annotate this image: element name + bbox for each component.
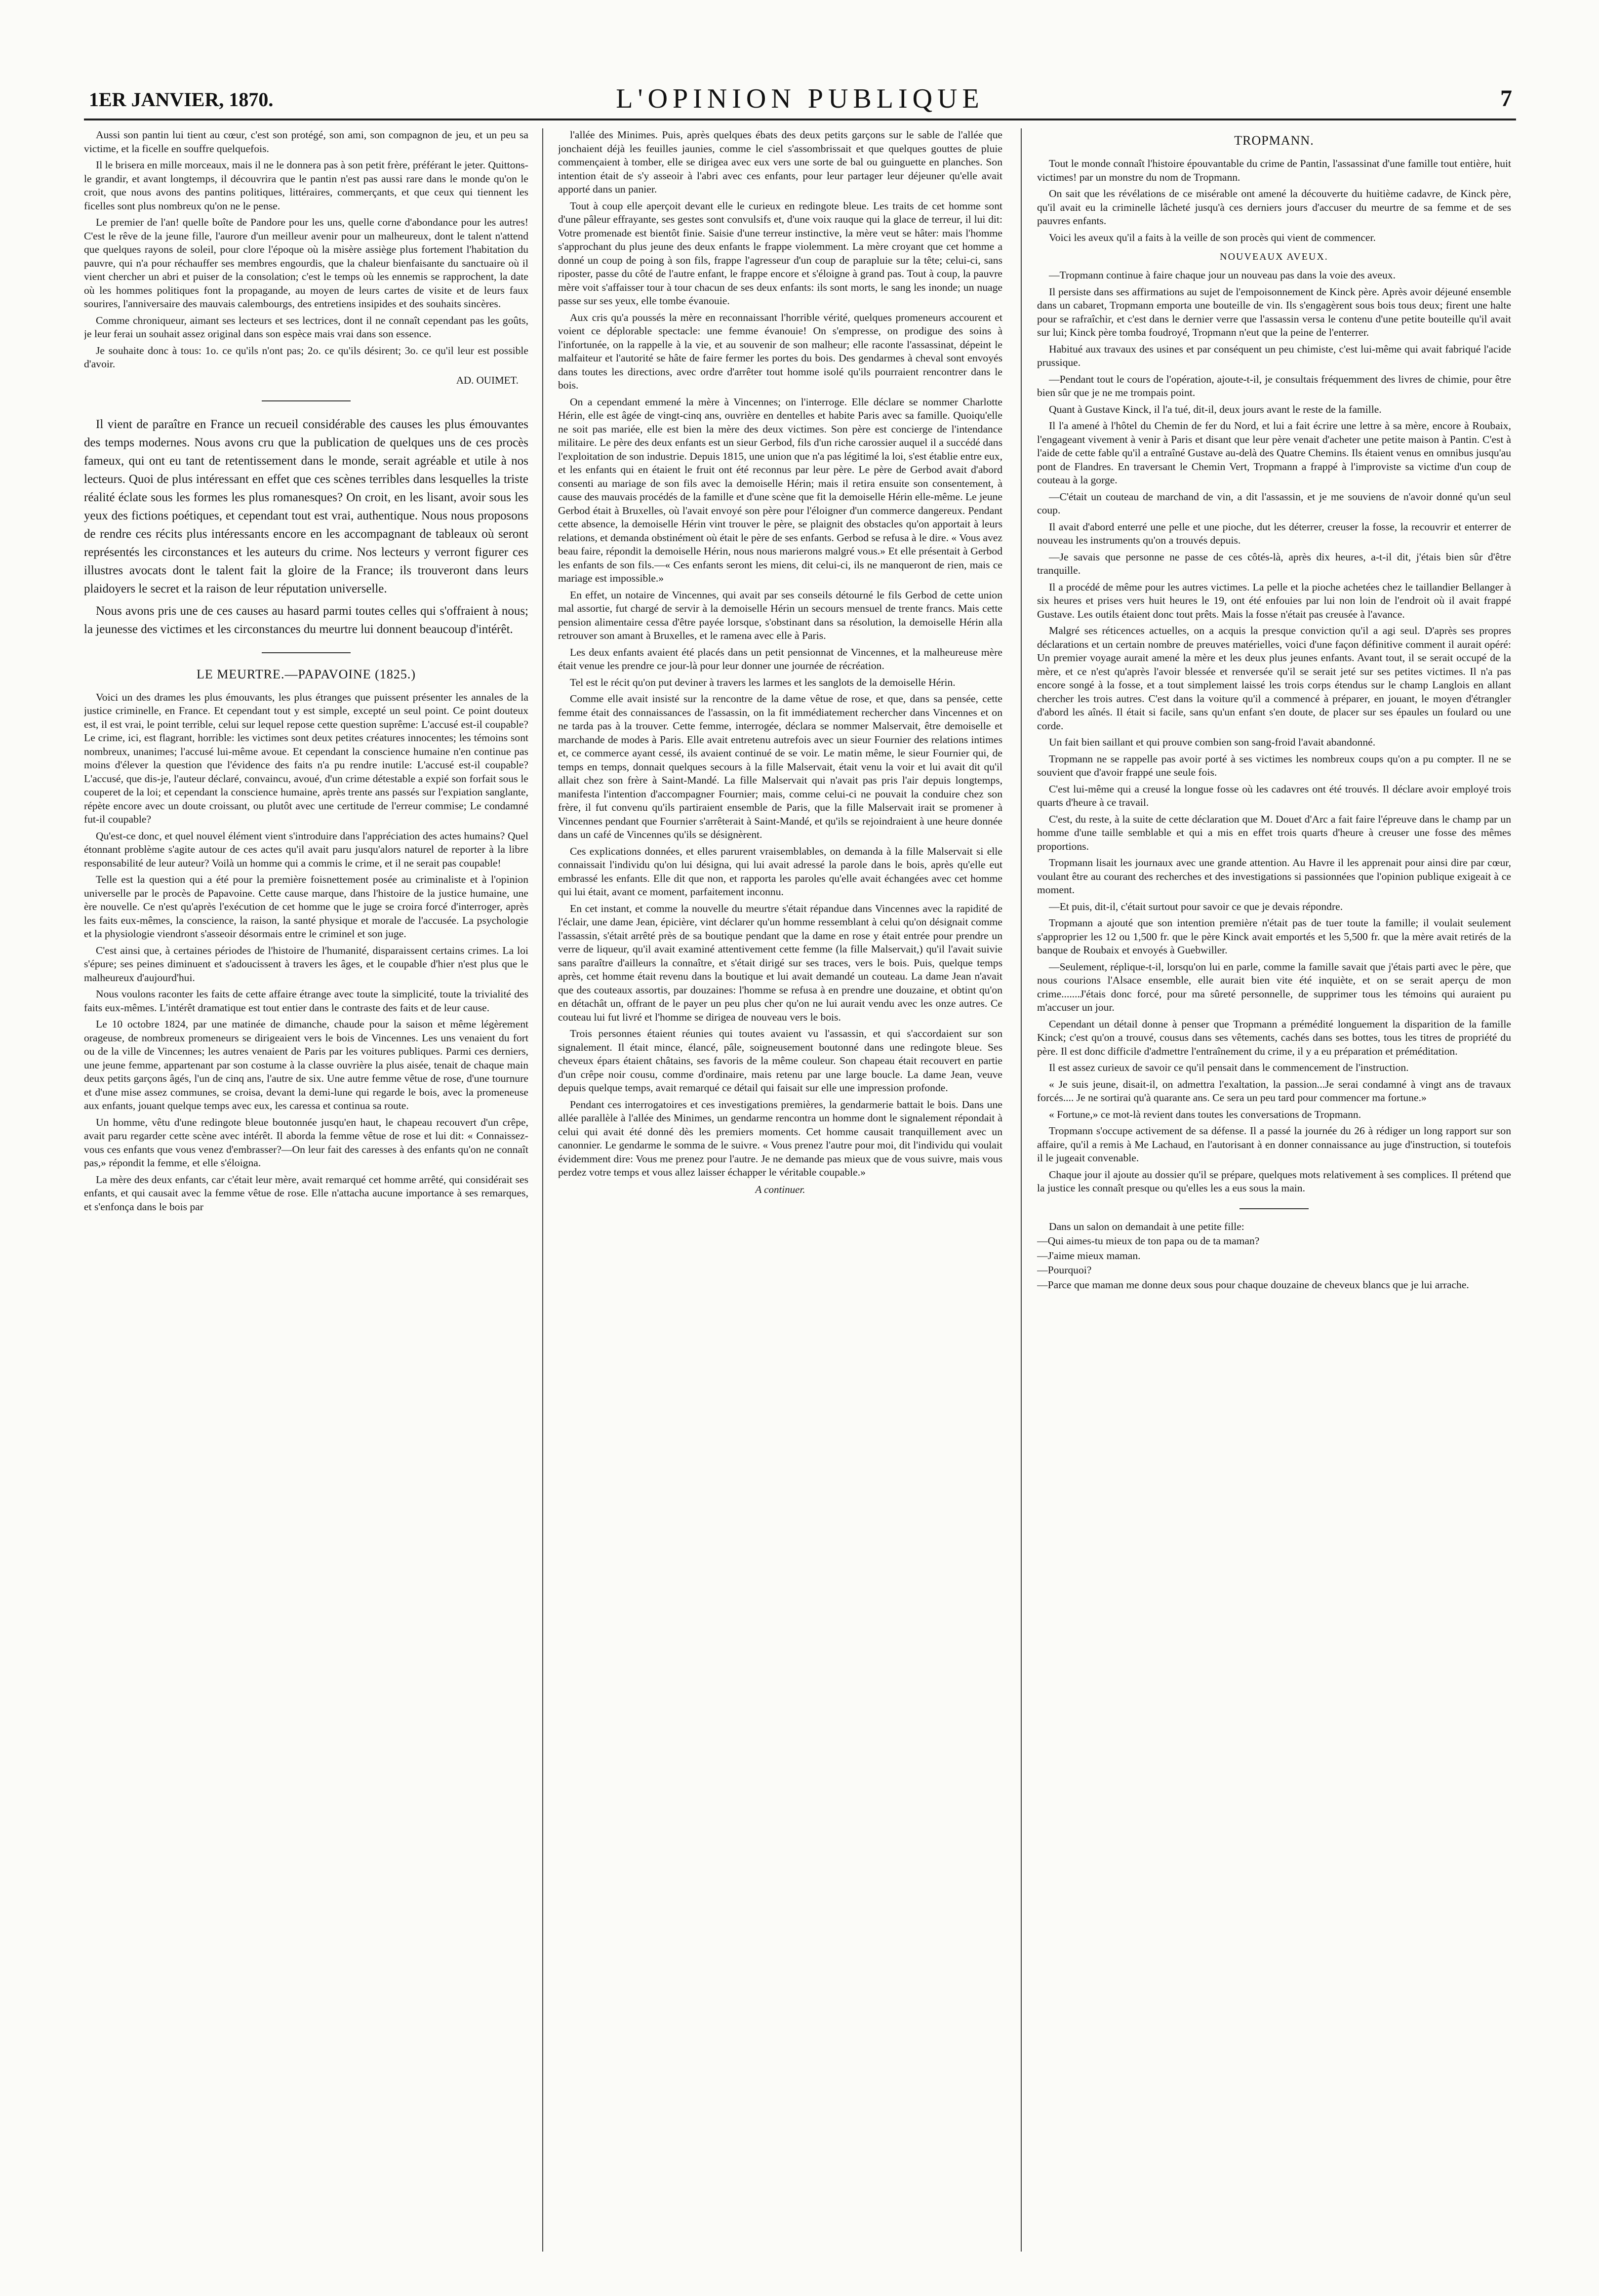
chronique-paragraph: Le premier de l'an! quelle boîte de Pandore pour les uns, quelle corne d'abondance pour les autres! C'est le rêve de la jeune fille, l'aurore d'un meilleur avenir pour un malheureux, dont le talent n'attend que quelques rayons de soleil, pour clore l'époque où la misère assiège plus fortement l'habitation du pauvre, qui n'a pour réchauffer ses membres engourdis, que la chaleur bienfaisante du sanctuaire où il vient chercher un abri et puiser de la consolation; c'est le temps où les ennemis se rapprochent, la date où les hommes politiques font la propagande, au moyen de leurs cartes de visite et de leurs faux sourires, l'anniversaire des mauvais calembourgs, des entretiens insipides et des souhaits sincères. bbox=[84, 216, 528, 310]
chronique-section bbox=[84, 128, 528, 387]
meurtre-paragraph: En effet, un notaire de Vincennes, qui avait par ses conseils détourné le fils Gerbod de cette union mal assortie, fut chargé de servir à la demoiselle Hérin un secours mensuel de trente francs. Mais cette pension alimentaire cessa d'être payée lorsque, s'obstinant dans sa résolution, la demoiselle Hérin alla retrouver son amant à Bruxelles, et le ramena avec elle à Paris. bbox=[558, 589, 1002, 641]
dialogue-line: —Pourquoi? bbox=[1037, 1264, 1092, 1276]
dialogue-line: —Parce que maman me donne deux sous pour chaque douzaine de cheveux blancs que je lui arrache. bbox=[1037, 1278, 1469, 1291]
meurtre-paragraph: Les deux enfants avaient été placés dans un petit pensionnat de Vincennes, et la malheureuse mère était venue les prendre ce jour-là pour leur donner une journée de récréation. bbox=[558, 646, 1002, 672]
aveux-paragraph: Il est assez curieux de savoir ce qu'il pensait dans le commencement de l'instruction. bbox=[1049, 1062, 1409, 1073]
page-number: 7 bbox=[1500, 85, 1512, 112]
aveux-paragraph: Il persiste dans ses affirmations au sujet de l'empoisonnement de Kinck père. Après avoir déjeuné ensemble dans un cabaret, Tropmann emporta une bouteille de vin. Ils s'engagèrent sous bois tous deux; firent une halte pour se rafraîchir, et c'est dans le dernier verre que l'assassin versa le contenu d'une petite bouteille qu'il avait sur lui; Kinck père tomba foudroyé, Tropmann n'eut que la peine de l'enterrer. bbox=[1037, 285, 1511, 338]
meurtre-paragraph: En cet instant, et comme la nouvelle du meurtre s'était répandue dans Vincennes avec la rapidité de l'éclair, une dame Jean, épicière, vint déclarer qu'un homme ressemblant à celui qu'on désignait comme l'assassin, s'était arrêté près de sa boutique pendant que la dame en rose y était entrée pour prendre un verre de liqueur, qu'il avait examiné attentivement cette femme (la fille Malservait,) qu'il l'avait suivie sans paraître d'ailleurs la connaître, et s'était dirigé sur ses traces, vers le bois. Puis, quelque temps après, cet homme était revenu dans la boutique et lui avait demandé un couteau. La dame Jean n'avait que des couteaux assortis, par douzaines: l'homme se refusa à en prendre une douzaine, et obtint qu'on en détachât un, offrant de le payer un peu plus cher qu'on ne lui aurait vendu avec les onze autres. Ce couteau lui fut livré et l'homme se dirigea de nouveau vers le bois. bbox=[558, 902, 1002, 1023]
aveux-paragraph: « Fortune,» ce mot-là revient dans toutes les conversations de Tropmann. bbox=[1049, 1108, 1361, 1120]
meurtre-paragraph: Comme elle avait insisté sur la rencontre de la dame vêtue de rose, et que, dans sa pensée, cette femme était des connaissances de l'assassin, on la fit immédiatement rechercher dans Vincennes et on ne tarda pas à la trouver. Cette femme, interrogée, déclara se nommer Malservait, être demoiselle et marchande de modes à Paris. Elle avait entretenu autrefois avec un sieur Fournier des relations intimes et, ce commerce ayant cessé, ils avaient continué de se voir. Le matin même, le sieur Fournier qui, de temps en temps, donnait quelques secours à la fille Malservait, était venu la voir et lui avait dit qu'il allait chez son frère à Saint-Mandé. La fille Malservait qui n'avait pas pris l'air depuis longtemps, manifesta l'intention d'accompagner Fournier; mais, comme celui-ci ne pouvait la conduire chez son frère, il fut convenu qu'ils partiraient ensemble de Paris, que la fille Malservait irait se promener à Vincennes pendant que Fournier s'arrêterait à Saint-Mandé, et qu'ils se rejoindraient à une heure donnée dans un café de Vincennes qu'ils se désignèrent. bbox=[558, 693, 1002, 840]
aveux-paragraph: Chaque jour il ajoute au dossier qu'il se prépare, quelques mots relativement à ses complices. Il prétend que la justice les connaît presque ou qu'elles les a eus sous la main. bbox=[1037, 1168, 1511, 1194]
aveux-paragraph: Tropmann lisait les journaux avec une grande attention. Au Havre il les apprenait pour ainsi dire par cœur, voulant être au courant des recherches et des investigations si passionnées que l'opinion publique exigeait à ce moment. bbox=[1037, 857, 1511, 896]
recueil-paragraph: Il vient de paraître en France un recueil considérable des causes les plus émouvantes des temps modernes. Nous avons cru que la publication de quelques uns de ces procès fameux, qui ont eu tant de retentissement dans le monde, serait agréable et utile à nos lecteurs. Quoi de plus intéressant en effet que ces scènes terribles dans lesquelles la triste réalité éclate sous les formes les plus romanesques? On croit, en les lisant, avoir sous les yeux des fictions poétiques, et cependant tout est vrai, authentique. Nous nous proposons de rendre ces récits plus intéressants encore en les accompagnant de tableaux où seront représentés les circonstances et les auteurs du crime. Nos lecteurs y verront figurer ces illustres avocats dont le talent fait la gloire de la France; ils trouveront dans leurs plaidoyers le secret et la raison de leur réputation universelle. bbox=[84, 417, 528, 595]
aveux-paragraph: Il l'a amené à l'hôtel du Chemin de fer du Nord, et lui a fait écrire une lettre à sa mère, encore à Roubaix, l'engageant vivement à venir à Paris et disant que leur père venait d'acheter une petite maison à Pantin. C'est à l'aide de cette fable qu'il a entraîné Gustave au-delà des Quatre Chemins. Ils étaient venus en omnibus jusqu'au pont de Flandres. En traversant le Chemin Vert, Tropmann a frappé à l'improviste sa victime d'un coup de couteau à la gorge. bbox=[1037, 420, 1511, 486]
column-divider bbox=[542, 128, 543, 2252]
meurtre-heading: LE MEURTRE.—PAPAVOINE (1825.) bbox=[197, 667, 416, 681]
aveux-paragraph: Quant à Gustave Kinck, il l'a tué, dit-il, deux jours avant le reste de la famille. bbox=[1049, 403, 1382, 415]
recueil-section bbox=[84, 415, 528, 638]
meurtre-paragraph: Aux cris qu'a poussés la mère en reconnaissant l'horrible vérité, quelques promeneurs accourent et voient ce déplorable spectacle: une femme évanouie! On s'empresse, on prodigue des soins à l'infortunée, on la rappelle à la vie, et au souvenir de son malheur; elle raconte l'assassinat, dépeint le malfaiteur et l'autorité se hâte de faire fermer les portes du bois. Des gendarmes à cheval sont envoyés dans toutes les directions, avec ordre d'arrêter tout homme isolé qu'ils pourraient rencontrer dans le bois. bbox=[558, 311, 1002, 391]
aveux-paragraph: —C'était un couteau de marchand de vin, a dit l'assassin, et je me souviens de n'avoir donné qu'un seul coup. bbox=[1037, 490, 1511, 516]
meurtre-paragraph: Un homme, vêtu d'une redingote bleue boutonnée jusqu'en haut, le chapeau recouvert d'un crêpe, avait paru regarder cette scène avec intérêt. Il aborda la femme vêtue de rose et lui dit: « Connaissez-vous ces enfants que vous venez d'embrasser?—On leur fait des caresses à des enfants qu'on ne connaît pas,» répondit la femme, et elle s'éloigna. bbox=[84, 1116, 528, 1169]
aveux-subheading: NOUVEAUX AVEUX. bbox=[1220, 251, 1328, 262]
meurtre-paragraph: l'allée des Minimes. Puis, après quelques ébats des deux petits garçons sur le sable de l'allée que jonchaient déjà les feuilles jaunies, comme le ciel s'assombrissait et que quelques gouttes de pluie commençaient à tomber, elle se dirigea avec eux vers une sorte de bal ou guinguette en planches. Son intention était de s'y asseoir à l'abri avec ces enfants, pour leur partager leur déjeuner qu'elle avait apporté dans un panier. bbox=[558, 129, 1002, 195]
meurtre-continued-section bbox=[558, 128, 1002, 1180]
page-header bbox=[84, 74, 1516, 120]
aveux-paragraph: —Tropmann continue à faire chaque jour un nouveau pas dans la voie des aveux. bbox=[1049, 269, 1396, 281]
meurtre-paragraph: Ces explications données, et elles parurent vraisemblables, on demanda à la fille Malservait si elle connaissait l'individu qu'on lui désigna, qui lui avait adressé la parole dans le bois, après qu'elle eut embrassé les enfants. Elle dit que non, et rapporta les paroles qu'elle avait échangées avec cet homme qui lui était, avant ce moment, parfaitement inconnu. bbox=[558, 845, 1002, 898]
aveux-paragraph: Un fait bien saillant et qui prouve combien son sang-froid l'avait abandonné. bbox=[1049, 736, 1376, 748]
section-separator bbox=[262, 400, 351, 401]
meurtre-paragraph: Voici un des drames les plus émouvants, les plus étranges que puissent présenter les annales de la justice criminelle, en France. Et cependant tout y est simple, excepté un seul point. Ce point douteux est, il est vrai, le point terrible, celui sur lequel repose cette question suprême: L'accusé est-il coupable? Le crime, ici, est flagrant, horrible: les victimes sont deux petites créatures innocentes; les témoins sont nombreux, unanimes; l'accusé lui-même avoue. Et cependant la conscience humaine n'en continue pas moins d'élever la question que l'évidence des faits n'a pu rendre inutile: L'accusé est-il coupable? L'accusé, que dis-je, l'auteur déclaré, convaincu, avoué, d'un crime détestable a expié son forfait sous le couperet de la loi; et cependant la conscience humaine, après trente ans passés sur l'expiation sanglante, répète encore avec un doute croissant, ou plutôt avec une certitude de l'erreur commise; Le condamné fut-il coupable? bbox=[84, 691, 528, 825]
meurtre-paragraph: Telle est la question qui a été pour la première foisnettement posée au criminaliste et à l'opinion universelle par le procès de Papavoine. Cette cause marque, dans l'histoire de la justice humaine, une ère nouvelle. Ce n'est qu'après l'exécution de cet homme que le juge se croira forcé d'interroger, après les faits eux-mêmes, la conscience, la raison, la santé physique et morale de l'accusée. La psychologie et la physiologie viendront s'asseoir désormais entre le criminel et son juge. bbox=[84, 873, 528, 940]
tropmann-intro bbox=[1037, 157, 1511, 244]
aveux-paragraph: —Je savais que personne ne passe de ces côtés-là, après dix heures, a-t-il dit, j'étais bien sûr d'être tranquille. bbox=[1037, 551, 1511, 576]
aveux-paragraph: Malgré ses réticences actuelles, on a acquis la presque conviction qu'il a agi seul. D'après ses propres déclarations et un certain nombre de preuves matérielles, voici d'une façon définitive comment il aurait opéré: Un premier voyage aurait amené la mère et les deux plus jeunes enfants. Avant tout, il se serait occupé de la mère, et ce n'est qu'après l'avoir blessée et renversée qu'il se serait jeté sur ses petites victimes. Il n'a pas encore songé à la fosse, et a tout simplement laissé les trois corps étendus sur le champ Langlois en allant chercher les trois autres. C'est dans la voiture qu'il a commencé à préparer, en jouant, le moyen d'étrangler d'abord les aînés. Il était si facile, sans qu'un enfant s'en doute, de placer sur ses épaules un foulard ou une corde. bbox=[1037, 625, 1511, 732]
author-signature: AD. OUIMET. bbox=[456, 374, 519, 386]
column-right bbox=[1037, 128, 1511, 2252]
newspaper-title: L'OPINION PUBLIQUE bbox=[616, 83, 984, 114]
chronique-paragraph: Comme chroniqueur, aimant ses lecteurs et ses lectrices, dont il ne connaît cependant pas les goûts, je leur ferai un souhait assez original dans son espèce mais vrai dans son essence. bbox=[84, 314, 528, 340]
meurtre-paragraph: Tel est le récit qu'on put deviner à travers les larmes et les sanglots de la demoiselle Hérin. bbox=[570, 676, 956, 688]
chronique-paragraph: Je souhaite donc à tous: 1o. ce qu'ils n'ont pas; 2o. ce qu'ils désirent; 3o. ce qu'il leur est possible d'avoir. bbox=[84, 344, 528, 370]
aveux-paragraph: Il a procédé de même pour les autres victimes. La pelle et la pioche achetées chez le taillandier Bellanger à six heures et prises vers huit heures le 19, ont été enfouies par lui non loin de l'endroit où il avait frappé Gustave. Les outils étaient donc tout prêts. Mais la fosse n'était pas creusée à l'avance. bbox=[1037, 581, 1511, 620]
aveux-paragraph: Tropmann a ajouté que son intention première n'était pas de tuer toute la famille; il voulait seulement s'approprier les 12 ou 1,500 fr. que le père Kinck avait emportés et les 5,500 fr. que la mère avait retirés de la banque de Roubaix et envoyés à Guebwiller. bbox=[1037, 917, 1511, 956]
aveux-paragraph: « Je suis jeune, disait-il, on admettra l'exaltation, la passion...Je serai condamné à vingt ans de travaux forcés.... Je ne sortirai qu'à quarante ans. Ce sera un peu tard pour commencer ma fortune.» bbox=[1037, 1078, 1511, 1104]
meurtre-paragraph: Pendant ces interrogatoires et ces investigations premières, la gendarmerie battait le bois. Dans une allée parallèle à l'allée des Minimes, un gendarme rencontra un homme dont le signalement répondait à celui qui avait été donné dès les premiers moments. Cet homme causait tranquillement avec un canonnier. Le gendarme le somma de le suivre. « Vous prenez l'autre pour moi, dit l'individu qui voulait évidemment dire: Vous me prenez pour l'autre. Je ne demande pas mieux que de vous suivre, mais vous perdez votre temps et vous allez laisser échapper le véritable coupable.» bbox=[558, 1098, 1002, 1178]
aveux-paragraph: —Et puis, dit-il, c'était surtout pour savoir ce que je devais répondre. bbox=[1049, 900, 1343, 912]
section-separator bbox=[1239, 1208, 1309, 1209]
meurtre-paragraph: Trois personnes étaient réunies qui toutes avaient vu l'assassin, et qui s'accordaient sur son signalement. Il était mince, élancé, pâle, soigneusement boutonné dans une redingote bleue. Ses cheveux épars étaient châtains, ses favoris de la même couleur. Son chapeau était recouvert en partie d'un crêpe noir cousu, comme d'ordinaire, mais retenu par une large boucle. La dame Jean, veuve depuis quelque temps, avait remarqué ce détail qui faisait sur elle une impression profonde. bbox=[558, 1028, 1002, 1094]
newspaper-page bbox=[84, 74, 1516, 2256]
anecdote-section bbox=[1037, 1220, 1511, 1292]
recueil-paragraph: Nous avons pris une de ces causes au hasard parmi toutes celles qui s'offraient à nous; la jeunesse des victimes et les circonstances du meurtre lui donnent beaucoup d'intérêt. bbox=[84, 604, 528, 636]
aveux-paragraph: Tropmann s'occupe activement de sa défense. Il a passé la journée du 26 à rédiger un long rapport sur son affaire, qu'il a remis à Me Lachaud, en l'autorisant à en donner connaissance au juge d'instruction, si toutefois il le jugeait convenable. bbox=[1037, 1125, 1511, 1164]
column-middle bbox=[558, 128, 1002, 2252]
meurtre-paragraph: Qu'est-ce donc, et quel nouvel élément vient s'introduire dans l'appréciation des actes humains? Quel étonnant problème s'agite autour de ces actes qu'il avait paru jusqu'alors naturel de reporter à la libre responsabilité de leur auteur? Voilà un homme qui a commis le crime, et il ne serait pas coupable! bbox=[84, 830, 528, 869]
column-divider bbox=[1021, 128, 1022, 2252]
chronique-paragraph: Aussi son pantin lui tient au cœur, c'est son protégé, son ami, son compagnon de jeu, et un peu sa victime, et la ficelle en souffre quelquefois. bbox=[84, 129, 528, 155]
tropmann-paragraph: Tout le monde connaît l'histoire épouvantable du crime de Pantin, l'assassinat d'une famille tout entière, huit victimes! par un monstre du nom de Tropmann. bbox=[1037, 158, 1511, 183]
tropmann-heading: TROPMANN. bbox=[1234, 133, 1314, 148]
continuation-note: A continuer. bbox=[755, 1183, 805, 1195]
aveux-paragraph: C'est, du reste, à la suite de cette déclaration que M. Douet d'Arc a fait faire l'épreuve dans le champ par un homme d'une taille semblable et qui a mis en effet trois quarts d'heure à creuser une fosse des mêmes proportions. bbox=[1037, 813, 1511, 852]
section-separator bbox=[262, 652, 351, 653]
meurtre-paragraph: C'est ainsi que, à certaines périodes de l'histoire de l'humanité, disparaissent certains crimes. La loi s'épure; ses peines diminuent et s'adoucissent à travers les âges, et le coupable d'hier n'est plus que le malheureux d'aujourd'hui. bbox=[84, 944, 528, 984]
aveux-paragraph: —Pendant tout le cours de l'opération, ajoute-t-il, je consultais fréquemment des livres de chimie, pour être bien sûr que je ne me trompais point. bbox=[1037, 373, 1511, 398]
dialogue-line: Dans un salon on demandait à une petite fille: bbox=[1049, 1220, 1244, 1232]
meurtre-paragraph: On a cependant emmené la mère à Vincennes; on l'interroge. Elle déclare se nommer Charlotte Hérin, elle est âgée de vingt-cinq ans, ouvrière en dentelles et habite Paris avec sa famille. Quoiqu'elle ne soit pas mariée, elle est bien la mère des deux victimes. Son père est concierge de l'intendance militaire. Le père des deux enfants est un sieur Gerbod, fils d'un riche carossier auquel il a succédé dans l'exploitation de son industrie. Depuis 1815, une union que n'a pas légitimé la loi, s'est établie entre eux, et les enfants qui en étaient le fruit ont été reconnus par leur père. Le père de Gerbod avait d'abord consenti au mariage de son fils avec la demoiselle Hérin; mais il retira ensuite son consentement, à cause des mauvais procédés de la famille et d'une scène que fit la demoiselle Hérin elle-même. Le jeune Gerbod était à Bruxelles, où l'avait envoyé son père pour l'éloigner d'un commerce dangereux. Pendant cette absence, la demoiselle Hérin vint trouver le père, se plaignit des obstacles qu'on apportait à leurs relations, et demanda obstinément où était le père de ses enfants. Gerbod se refusa à le dire. « Vous avez beau faire, répondit la demoiselle Hérin, nous nous marierons malgré vous.» Et elle présentait à Gerbod les enfants de son fils.—« Ces enfants seront les miens, dit celui-ci, ils ne manqueront de rien, mais ce mariage est impossible.» bbox=[558, 396, 1002, 584]
dialogue-line: —Qui aimes-tu mieux de ton papa ou de ta maman? bbox=[1037, 1235, 1260, 1247]
aveux-section bbox=[1037, 269, 1511, 1195]
aveux-paragraph: Il avait d'abord enterré une pelle et une pioche, dut les déterrer, creuser la fosse, la recouvrir et enterrer de nouveau les instruments qu'on a trouvés depuis. bbox=[1037, 520, 1511, 546]
meurtre-paragraph: La mère des deux enfants, car c'était leur mère, avait remarqué cet homme arrêté, qui considérait ses enfants, et qui causait avec la femme vêtue de rose. Elle n'attacha aucune importance à ses remarques, et s'enfonça dans le bois par bbox=[84, 1173, 528, 1213]
aveux-paragraph: —Seulement, réplique-t-il, lorsqu'on lui en parle, comme la famille savait que j'étais parti avec le père, que nous courions l'Alsace ensemble, elle aurait bien vite été inquiète, et on se serait aperçu de mon crime.......J'étais donc forcé, pour ma sûreté personnelle, de supprimer tous les témoins qui auraient pu m'accuser un jour. bbox=[1037, 960, 1511, 1013]
meurtre-paragraph: Nous voulons raconter les faits de cette affaire étrange avec toute la simplicité, toute la trivialité des faits eux-mêmes. L'intérêt dramatique est tout entier dans le contraste des faits et de leur cause. bbox=[84, 988, 528, 1014]
tropmann-paragraph: On sait que les révélations de ce misérable ont amené la découverte du huitième cadavre, de Kinck père, qu'il avait eu la criminelle lâcheté jusqu'à ces derniers jours d'accuser du meurtre de sa femme et de ses pauvres enfants. bbox=[1037, 188, 1511, 227]
meurtre-paragraph: Tout à coup elle aperçoit devant elle le curieux en redingote bleue. Les traits de cet homme sont d'une pâleur effrayante, ses gestes sont convulsifs et, d'une voix rauque qui la glace de terreur, il lui dit: Votre promenade est bientôt finie. Saisie d'une terreur instinctive, la mère veut se hâter: mais l'homme s'approchant du plus jeune des deux enfants le frappe violemment. La mère croyant que cet homme a donné un coup de poing à son fils, frappe l'agresseur d'un coup de parapluie sur la tête; celui-ci, sans riposter, passe du côté de l'autre enfant, le frappe encore et s'éloigne à grand pas. Tout à coup, la pauvre mère voit s'affaisser tour à tour chacun de ses deux enfants: ils sont morts, le sang les inonde; un nuage passe sur ses yeux, elle tombe évanouie. bbox=[558, 199, 1002, 307]
issue-date: 1ER JANVIER, 1870. bbox=[89, 88, 274, 111]
meurtre-paragraph: Le 10 octobre 1824, par une matinée de dimanche, chaude pour la saison et même légèrement orageuse, de nombreux promeneurs se dirigeaient vers le bois de Vincennes. Les uns venaient du fort ou de la ville de Vincennes; les autres venaient de Paris par les voitures publiques. Parmi ces derniers, une jeune femme, appartenant par son costume à la classe ouvrière la plus aisée, tenait de chaque main deux petits garçons âgés, l'un de cinq ans, l'autre de six. Une autre femme vêtue de rose, d'une tournure et d'une mise assez communes, se croisa, devant la demi-lune qui regarde le bois, avec la promeneuse aux enfants, jouant quelque temps avec eux, les caressa et continua sa route. bbox=[84, 1018, 528, 1111]
column-left bbox=[84, 128, 528, 2252]
meurtre-section bbox=[84, 691, 528, 1214]
aveux-paragraph: Cependant un détail donne à penser que Tropmann a prémédité longuement la disparition de la famille Kinck; c'est qu'on a trouvé, cousus dans ses vêtements, cachés dans ses bottes, tous les titres de propriété du père. Il est donc difficile d'admettre l'entraînement du crime, il y a eu préparation et préméditation. bbox=[1037, 1018, 1511, 1057]
aveux-paragraph: C'est lui-même qui a creusé la longue fosse où les cadavres ont été trouvés. Il déclare avoir employé trois quarts d'heure à ce travail. bbox=[1037, 783, 1511, 808]
chronique-paragraph: Il le brisera en mille morceaux, mais il ne le donnera pas à son petit frère, préférant le jeter. Quittons-le grandir, et avant longtemps, il découvrira que le pantin n'est pas aussi rare dans le monde qu'on le croit, que nous avons des pantins politiques, littéraires, commerçants, et que ceux qui tiennent les ficelles sont plus nombreux qu'on ne le pense. bbox=[84, 159, 528, 212]
tropmann-paragraph: Voici les aveux qu'il a faits à la veille de son procès qui vient de commencer. bbox=[1049, 231, 1376, 243]
aveux-paragraph: Habitué aux travaux des usines et par conséquent un peu chimiste, c'est lui-même qui avait fabriqué l'acide prussique. bbox=[1037, 343, 1511, 368]
dialogue-line: —J'aime mieux maman. bbox=[1037, 1249, 1141, 1262]
aveux-paragraph: Tropmann ne se rappelle pas avoir porté à ses victimes les nombreux coups qu'on a pu compter. Il ne se souvient que d'avoir frappé une seule fois. bbox=[1037, 752, 1511, 778]
